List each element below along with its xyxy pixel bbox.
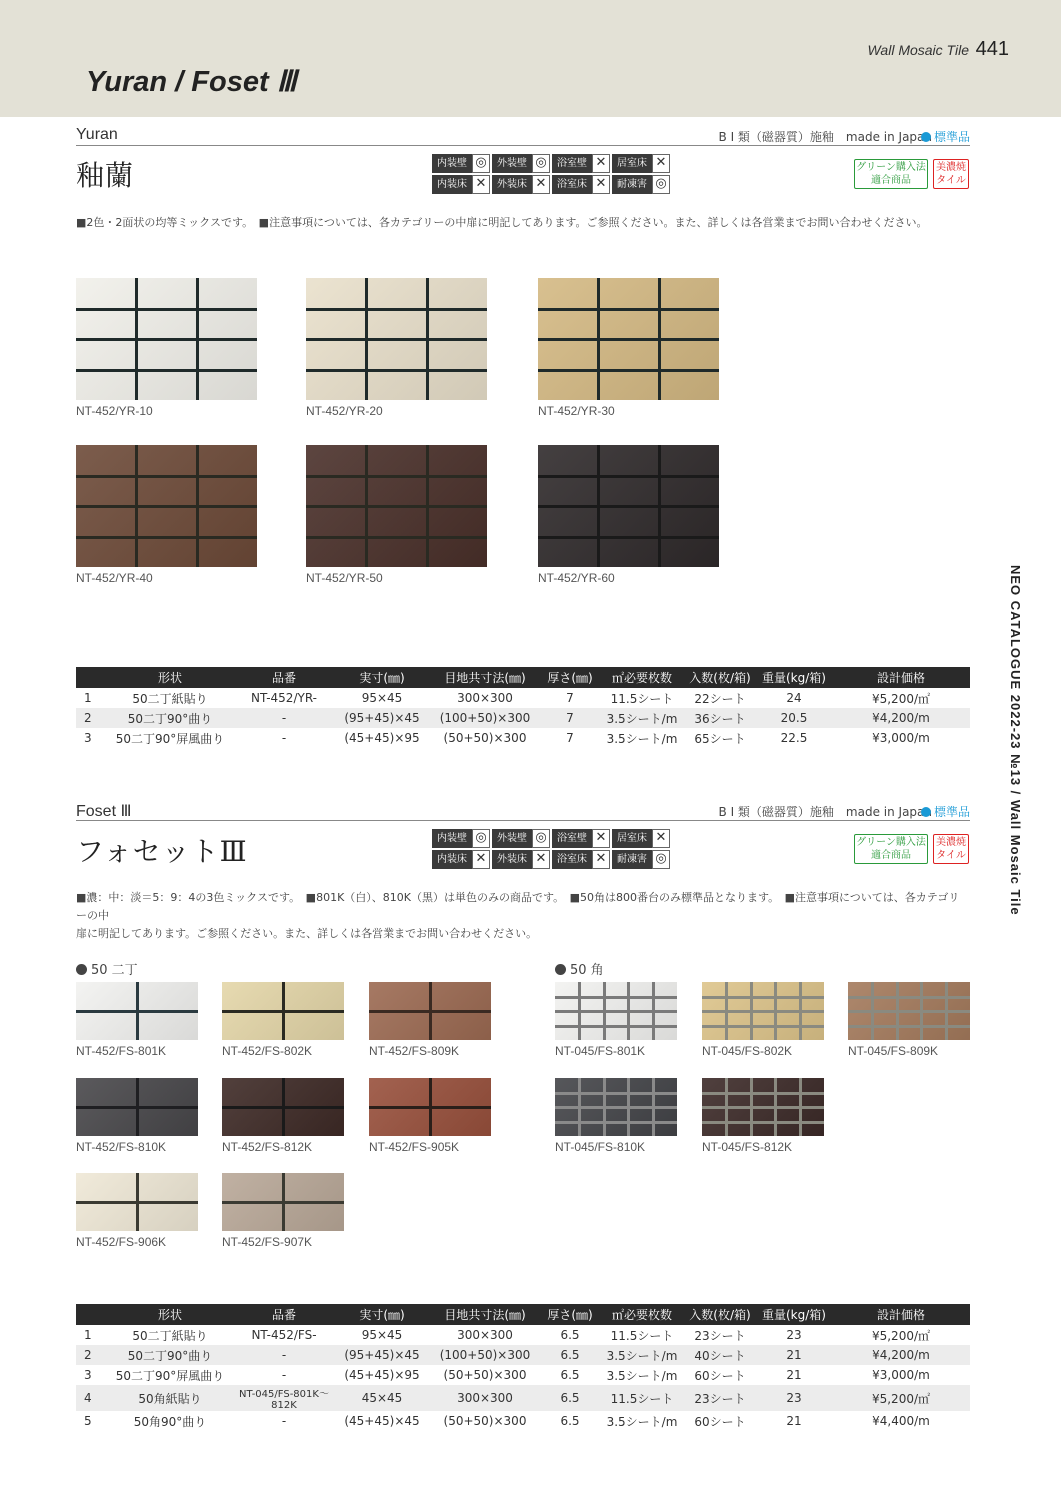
table-row [76,728,970,748]
table-cell: ¥4,200/m [832,708,970,728]
table-cell: (100+50)×300 [430,708,540,728]
tile-swatch-image [702,982,824,1040]
tile-swatch [306,278,487,422]
table-cell: 22シート [694,691,746,706]
usage-mark: ✕ [472,175,490,194]
foset-spec-table [76,1304,970,1431]
tile-code-label: NT-452/YR-30 [538,404,615,418]
table-row [76,688,970,708]
side-text: NEO CATALOGUE 2022-23 №13 / Wall Mosaic Tile [1008,565,1023,916]
table-cell: (95+45)×45 [334,1345,430,1365]
tile-code-label: NT-045/FS-812K [702,1140,793,1154]
tile-swatch [369,1078,491,1158]
table-cell: 60シート [694,1414,746,1429]
table-cell: 50二丁90°屏風曲り [115,1368,225,1383]
table-cell: ¥5,200/㎡ [871,691,931,706]
tile-swatch-image [369,1078,491,1136]
tile-swatch [76,982,198,1062]
usage-label: 内装床 [432,850,472,869]
table-cell: NT-452/FS- [251,1328,317,1342]
table-header-cell: 目地共寸法(㎜) [430,1304,540,1325]
table-cell: 3.5シート/m [606,1414,678,1429]
side-catalogue-label [1005,565,1025,945]
tile-swatch [538,445,719,589]
tile-swatch-image [555,1078,677,1136]
usage-label: 内装床 [432,175,472,194]
table-cell: 21 [786,1414,802,1428]
table-cell: 50二丁90°曲り [106,1345,234,1365]
table-cell: 11.5シート [600,1385,684,1411]
usage-label: 浴室壁 [552,154,592,173]
table-header-cell: 重量(kg/箱) [756,667,832,688]
tile-swatch-image [222,1078,344,1136]
table-cell: 23 [756,1385,832,1411]
table-header-cell: 厚さ(㎜) [540,667,600,688]
table-row [76,1325,970,1345]
table-cell: (50+50)×300 [443,1414,527,1428]
usage-label: 外装壁 [492,829,532,848]
tile-code-label: NT-045/FS-810K [555,1140,646,1154]
tile-code-label: NT-452/FS-906K [76,1235,167,1249]
foset-meta: B Ⅰ 類（磁器質）施釉 made in Japan [718,805,932,819]
usage-label: 浴室壁 [552,829,592,848]
tile-code-label: NT-452/YR-10 [76,404,153,418]
page-title: Yuran / Foset Ⅲ [86,66,297,98]
usage-label: 外装壁 [492,154,532,173]
table-cell: - [234,1345,334,1365]
table-cell: 6.5 [560,1414,580,1428]
table-cell: 50二丁90°曲り [106,708,234,728]
table-cell: 50二丁紙貼り [132,691,208,706]
table-cell: (45+45)×95 [344,1368,420,1382]
table-cell: 1 [84,691,92,705]
usage-label: 耐凍害 [612,850,652,869]
table-cell: ¥4,200/m [832,1345,970,1365]
table-cell: 60シート [694,1368,746,1383]
table-header-cell: ㎡必要枚数 [600,667,684,688]
tile-code-label: NT-452/YR-40 [76,571,153,585]
mino-tile-badge: 美濃焼 タイル [933,159,969,189]
foset-note [76,889,970,943]
tile-swatch [76,278,257,422]
usage-mark: ◎ [472,829,490,848]
usage-mark: ◎ [652,175,670,194]
table-cell: 40シート [684,1345,756,1365]
table-cell: 23シート [694,1328,746,1343]
usage-mark: ✕ [652,829,670,848]
table-cell: (45+45)×45 [344,1414,420,1428]
tile-code-label: NT-452/YR-60 [538,571,615,585]
table-header-cell: 形状 [106,1304,234,1325]
table-cell: 50角90°曲り [133,1414,207,1429]
tile-swatch [306,445,487,589]
table-cell: 3.5シート/m [606,731,678,746]
tile-code-label: NT-452/FS-905K [369,1140,460,1154]
foset-section-header [76,801,970,821]
table-row [76,1385,970,1411]
table-cell: 300×300 [457,1328,513,1342]
yuran-cert-badges [854,159,969,189]
table-cell: - [281,731,287,745]
table-cell: 2 [76,708,106,728]
table-cell: 23シート [684,1385,756,1411]
table-cell: 11.5シート [610,1328,674,1343]
usage-mark: ✕ [532,175,550,194]
table-cell: 20.5 [756,708,832,728]
table-header-cell: 品番 [234,667,334,688]
tile-swatch-image [555,982,677,1040]
table-cell: 6.5 [560,1368,580,1382]
table-header-cell: 入数(枚/箱) [684,667,756,688]
usage-mark: ✕ [592,829,610,848]
table-cell: (100+50)×300 [430,1345,540,1365]
table-cell: 3.5シート/m [600,1345,684,1365]
table-cell: (50+50)×300 [443,731,527,745]
table-cell: 3 [84,1368,92,1382]
table-cell: 300×300 [430,1385,540,1411]
usage-label: 浴室床 [552,850,592,869]
table-header-cell: 重量(kg/箱) [756,1304,832,1325]
table-header-cell: 品番 [234,1304,334,1325]
yuran-note: ■2色・2面状の均等ミックスです。 ■注意事項については、各カテゴリーの中扉に明記してあります。ご参照ください。また、詳しくは各営業までお問い合わせください。 [76,216,928,229]
table-cell: 23 [786,1328,802,1342]
tile-swatch-image [76,1078,198,1136]
table-cell: 65シート [694,731,746,746]
tile-code-label: NT-452/FS-809K [369,1044,460,1058]
tile-swatch-image [306,278,487,400]
table-cell: 50二丁紙貼り [132,1328,208,1343]
tile-swatch-image [76,445,257,567]
table-cell: 45×45 [334,1385,430,1411]
table-cell: 300×300 [457,691,513,705]
tile-swatch [702,982,824,1062]
table-cell: 3 [84,731,92,745]
tile-swatch-image [538,445,719,567]
tile-swatch [76,1173,198,1253]
foset-note-line1: ■濃：中：淡＝5：9：4の3色ミックスです。 ■801K（白）、810K（黒）は単色のみの商品です。 ■50角は800番台のみ標準品となります。 ■注意事項については、各カテゴリーの中 [76,891,960,922]
table-header-cell: 設計価格 [832,667,970,688]
foset-jp-name: フォセットⅢ [76,835,248,868]
tile-swatch-image [222,982,344,1040]
table-cell: NT-452/YR- [251,691,317,705]
table-cell: 24 [786,691,802,705]
table-row [76,1411,970,1431]
yuran-spec-table [76,667,970,748]
table-header-cell: 厚さ(㎜) [540,1304,600,1325]
green-purchase-badge: グリーン購入法 適合商品 [854,834,928,864]
tile-swatch [222,982,344,1062]
tile-swatch-image [76,982,198,1040]
table-cell: ¥5,200/㎡ [871,1328,931,1343]
table-cell: 3.5シート/m [600,708,684,728]
table-header-cell: 実寸(㎜) [334,667,430,688]
table-row [76,1365,970,1385]
tile-swatch [222,1173,344,1253]
tile-swatch [222,1078,344,1158]
usage-mark: ◎ [532,154,550,173]
table-cell: 95×45 [361,1328,403,1342]
table-cell: 21 [756,1345,832,1365]
tile-code-label: NT-045/FS-809K [848,1044,939,1058]
table-cell: 3.5シート/m [606,1368,678,1383]
mino-tile-badge: 美濃焼 タイル [933,834,969,864]
table-cell: ¥5,200/㎡ [832,1385,970,1411]
tile-swatch-image [702,1078,824,1136]
tile-swatch [702,1078,824,1158]
yuran-meta: B Ⅰ 類（磁器質）施釉 made in Japan [718,130,932,144]
table-cell: - [281,1368,287,1382]
usage-mark: ◎ [652,850,670,869]
usage-mark: ✕ [472,850,490,869]
yuran-jp-name: 釉蘭 [76,159,135,192]
group-label-nicho: 50 二丁 [76,959,138,978]
tile-swatch-image [76,1173,198,1231]
tile-swatch [76,1078,198,1158]
table-cell: 6.5 [560,1328,580,1342]
table-header-cell: 入数(枚/箱) [684,1304,756,1325]
tile-swatch [555,1078,677,1158]
table-header-cell: ㎡必要枚数 [600,1304,684,1325]
table-cell: 2 [76,1345,106,1365]
table-cell: 4 [76,1385,106,1411]
tile-code-label: NT-452/YR-20 [306,404,383,418]
usage-mark: ✕ [592,175,610,194]
table-cell: 36シート [684,708,756,728]
usage-label: 外装床 [492,175,532,194]
green-purchase-badge: グリーン購入法 適合商品 [854,159,928,189]
tile-code-label: NT-045/FS-801K [555,1044,646,1058]
table-cell: 7 [566,731,574,745]
foset-note-line2: 扉に明記してあります。ご参照ください。また、詳しくは各営業までお問い合わせください。 [76,927,538,940]
tile-code-label: NT-452/FS-810K [76,1140,167,1154]
tile-swatch-image [848,982,970,1040]
tile-swatch [369,982,491,1062]
table-cell: 6.5 [540,1345,600,1365]
table-cell: 95×45 [361,691,403,705]
table-cell: (50+50)×300 [443,1368,527,1382]
yuran-usage-grid [432,154,672,196]
table-cell: ¥3,000/m [872,731,930,745]
table-cell: 22.5 [780,731,808,745]
usage-mark: ✕ [532,850,550,869]
table-cell: ¥4,400/m [872,1414,930,1428]
foset-en-name: Foset Ⅲ [76,803,132,820]
usage-label: 外装床 [492,850,532,869]
table-header-cell: 実寸(㎜) [334,1304,430,1325]
usage-mark: ✕ [652,154,670,173]
table-header-cell: 形状 [106,667,234,688]
tile-swatch-image [538,278,719,400]
table-cell: 50角紙貼り [106,1385,234,1411]
table-cell: 50二丁90°屏風曲り [115,731,225,746]
tile-code-label: NT-452/FS-907K [222,1235,313,1249]
usage-label: 浴室床 [552,175,592,194]
yuran-standard-badge: 標準品 [921,128,970,145]
table-cell: 21 [786,1368,802,1382]
running-title: Wall Mosaic Tile [867,42,969,58]
usage-mark: ✕ [592,154,610,173]
tile-swatch-image [222,1173,344,1231]
table-cell: 7 [540,708,600,728]
usage-label: 内装壁 [432,154,472,173]
usage-mark: ✕ [592,850,610,869]
tile-swatch-image [369,982,491,1040]
usage-label: 内装壁 [432,829,472,848]
page-header [0,0,1061,117]
tile-swatch [76,445,257,589]
table-cell: (45+45)×95 [344,731,420,745]
yuran-en-name: Yuran [76,126,118,143]
table-cell: - [234,708,334,728]
table-header-cell [76,1304,106,1325]
tile-code-label: NT-452/FS-802K [222,1044,313,1058]
tile-code-label: NT-452/FS-812K [222,1140,313,1154]
usage-label: 居室床 [612,829,652,848]
tile-swatch-image [306,445,487,567]
table-cell: NT-045/FS-801K～812K [234,1385,334,1411]
table-cell: 7 [566,691,574,705]
usage-label: 耐凍害 [612,175,652,194]
group-label-kaku: 50 角 [555,959,604,978]
tile-swatch [538,278,719,422]
table-header-cell [76,667,106,688]
tile-code-label: NT-452/FS-801K [76,1044,167,1058]
usage-mark: ◎ [532,829,550,848]
foset-cert-badges [854,834,969,864]
table-cell: 1 [84,1328,92,1342]
table-cell: 5 [84,1414,92,1428]
yuran-section-header [76,126,970,146]
table-header-cell: 目地共寸法(㎜) [430,667,540,688]
tile-swatch-image [76,278,257,400]
foset-usage-grid [432,829,672,871]
table-cell: 6.5 [540,1385,600,1411]
table-header-cell: 設計価格 [832,1304,970,1325]
tile-swatch [555,982,677,1062]
table-cell: ¥3,000/m [872,1368,930,1382]
page-number: 441 [975,38,1009,60]
tile-swatch [848,982,970,1062]
table-cell: 11.5シート [610,691,674,706]
usage-mark: ◎ [472,154,490,173]
table-row [76,1345,970,1365]
foset-standard-badge: 標準品 [921,803,970,820]
tile-code-label: NT-452/YR-50 [306,571,383,585]
table-row [76,708,970,728]
table-cell: - [281,1414,287,1428]
table-cell: (95+45)×45 [334,708,430,728]
tile-code-label: NT-045/FS-802K [702,1044,793,1058]
usage-label: 居室床 [612,154,652,173]
